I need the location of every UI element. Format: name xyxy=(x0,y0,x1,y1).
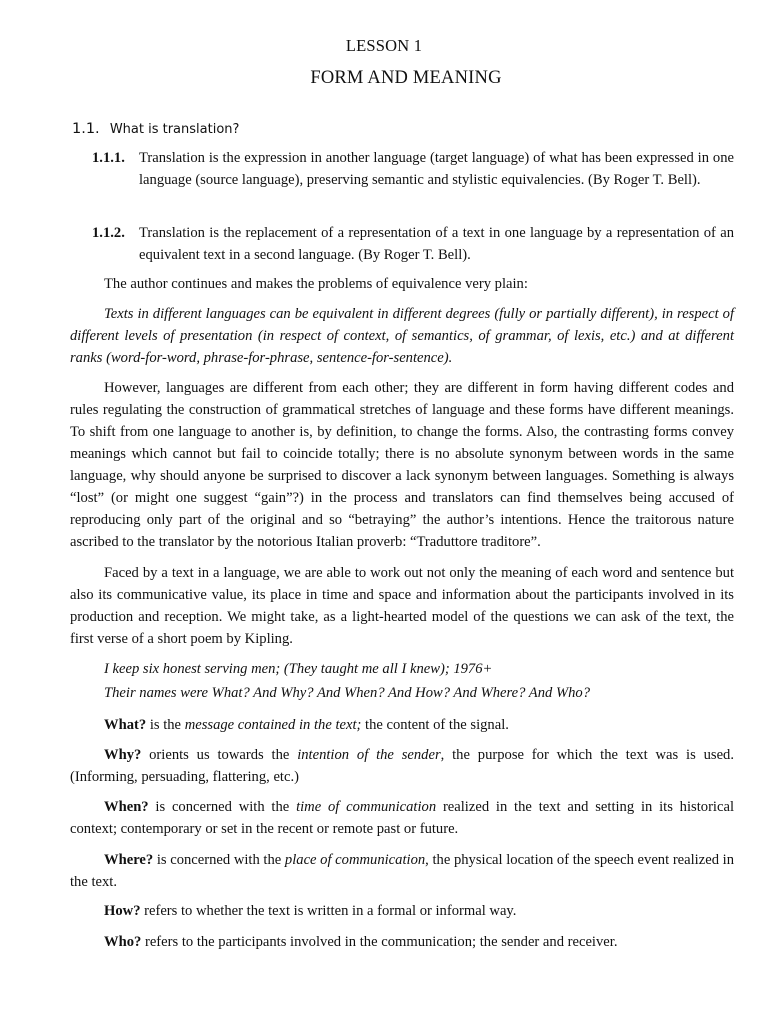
section-heading-text: What is translation? xyxy=(109,122,240,137)
question-emphasis: place of communication xyxy=(284,852,426,868)
question-why xyxy=(70,744,734,788)
question-emphasis: message contained in the text; xyxy=(184,717,362,733)
question-how xyxy=(70,900,734,922)
intro-line: The author continues and makes the problems of equivalence very plain: xyxy=(104,276,528,292)
poem-line: Their names were What? And Why? And When? And How? And Where? And Who? xyxy=(104,685,591,701)
question-label: Where? xyxy=(104,852,154,868)
question-text: orients us towards the xyxy=(141,747,298,763)
paragraph-however: However, languages are different from each other; they are different in form having different codes and rules regulating the construction of grammatical stretches of language and these forms have different meanings. To shift from one language to another is, by definition, to change the forms. Also, the contrasting forms convey meanings which cannot but fail to coincide totally; there is no absolute synonym between words in the same language, why should anyone be surprised to discover a lack synonym between languages. Something is always “lost” (or might one suggest “gain”?) in the process and translators can find themselves being accused of reproducing only part of the original and so “betraying” the author’s intentions. Hence the traitorous nature ascribed to the translator by the notorious Italian proverb: “Traduttore traditore”. xyxy=(70,380,734,550)
question-label: When? xyxy=(104,799,149,815)
definition-number: 1.1.1. xyxy=(92,150,125,166)
question-label: Who? xyxy=(104,934,142,950)
definition-text: Translation is the replacement of a representation of a text in one language by a representation of an equivalent text in a second language. (By Roger T. Bell). xyxy=(139,225,734,263)
poem-line: I keep six honest serving men; (They taught me all I knew); 1976+ xyxy=(104,661,493,677)
question-what xyxy=(70,714,734,736)
question-who xyxy=(70,931,734,953)
question-text: refers to the participants involved in the communication; the sender and receiver. xyxy=(141,934,618,950)
definition-item xyxy=(92,147,734,191)
lesson-label: LESSON 1 xyxy=(345,36,423,55)
question-text: refers to whether the text is written in a formal or informal way. xyxy=(140,903,517,919)
question-emphasis: time of communication xyxy=(296,799,437,815)
question-text: is the xyxy=(146,717,185,733)
section-heading xyxy=(72,121,239,137)
block-quote: Texts in different languages can be equivalent in different degrees (fully or partially different), in respect of different levels of presentation (in respect of context, of semantics, of grammar, of lexis, etc.) and at different ranks (word-for-word, phrase-for-phrase, sentence-for-sentence). xyxy=(70,306,734,366)
section-number: 1.1. xyxy=(72,121,100,137)
question-text: the content of the signal. xyxy=(361,717,509,733)
poem xyxy=(104,657,734,705)
question-text: is concerned with the xyxy=(153,852,285,868)
question-label: How? xyxy=(104,903,141,919)
page-title: FORM AND MEANING xyxy=(310,68,502,88)
question-where xyxy=(70,849,734,893)
definition-text: Translation is the expression in another language (target language) of what has been expressed in one language (source language), preserving semantic and stylistic equivalencies. (By Roger T. Bell). xyxy=(139,150,734,188)
question-text: , the physical location of the speech event realized in the text. xyxy=(70,852,734,890)
question-label: Why? xyxy=(104,747,142,763)
paragraph-faced: Faced by a text in a language, we are able to work out not only the meaning of each word and sentence but also its communicative value, its place in time and space and information about the participants involved in its production and reception. We might take, as a light-hearted model of the questions we can ask of the text, the first verse of a short poem by Kipling. xyxy=(70,565,734,647)
question-emphasis: intention of the sender xyxy=(297,747,441,763)
definition-item xyxy=(92,222,734,266)
definition-number: 1.1.2. xyxy=(92,225,125,241)
question-when xyxy=(70,796,734,840)
question-text: , the purpose for which the text was is used. (Informing, persuading, flattering, etc.) xyxy=(70,747,734,785)
question-label: What? xyxy=(104,717,147,733)
question-text: is concerned with the xyxy=(148,799,297,815)
question-text: realized in the text and setting in its historical context; contemporary or set in the recent or remote past or future. xyxy=(70,799,734,837)
